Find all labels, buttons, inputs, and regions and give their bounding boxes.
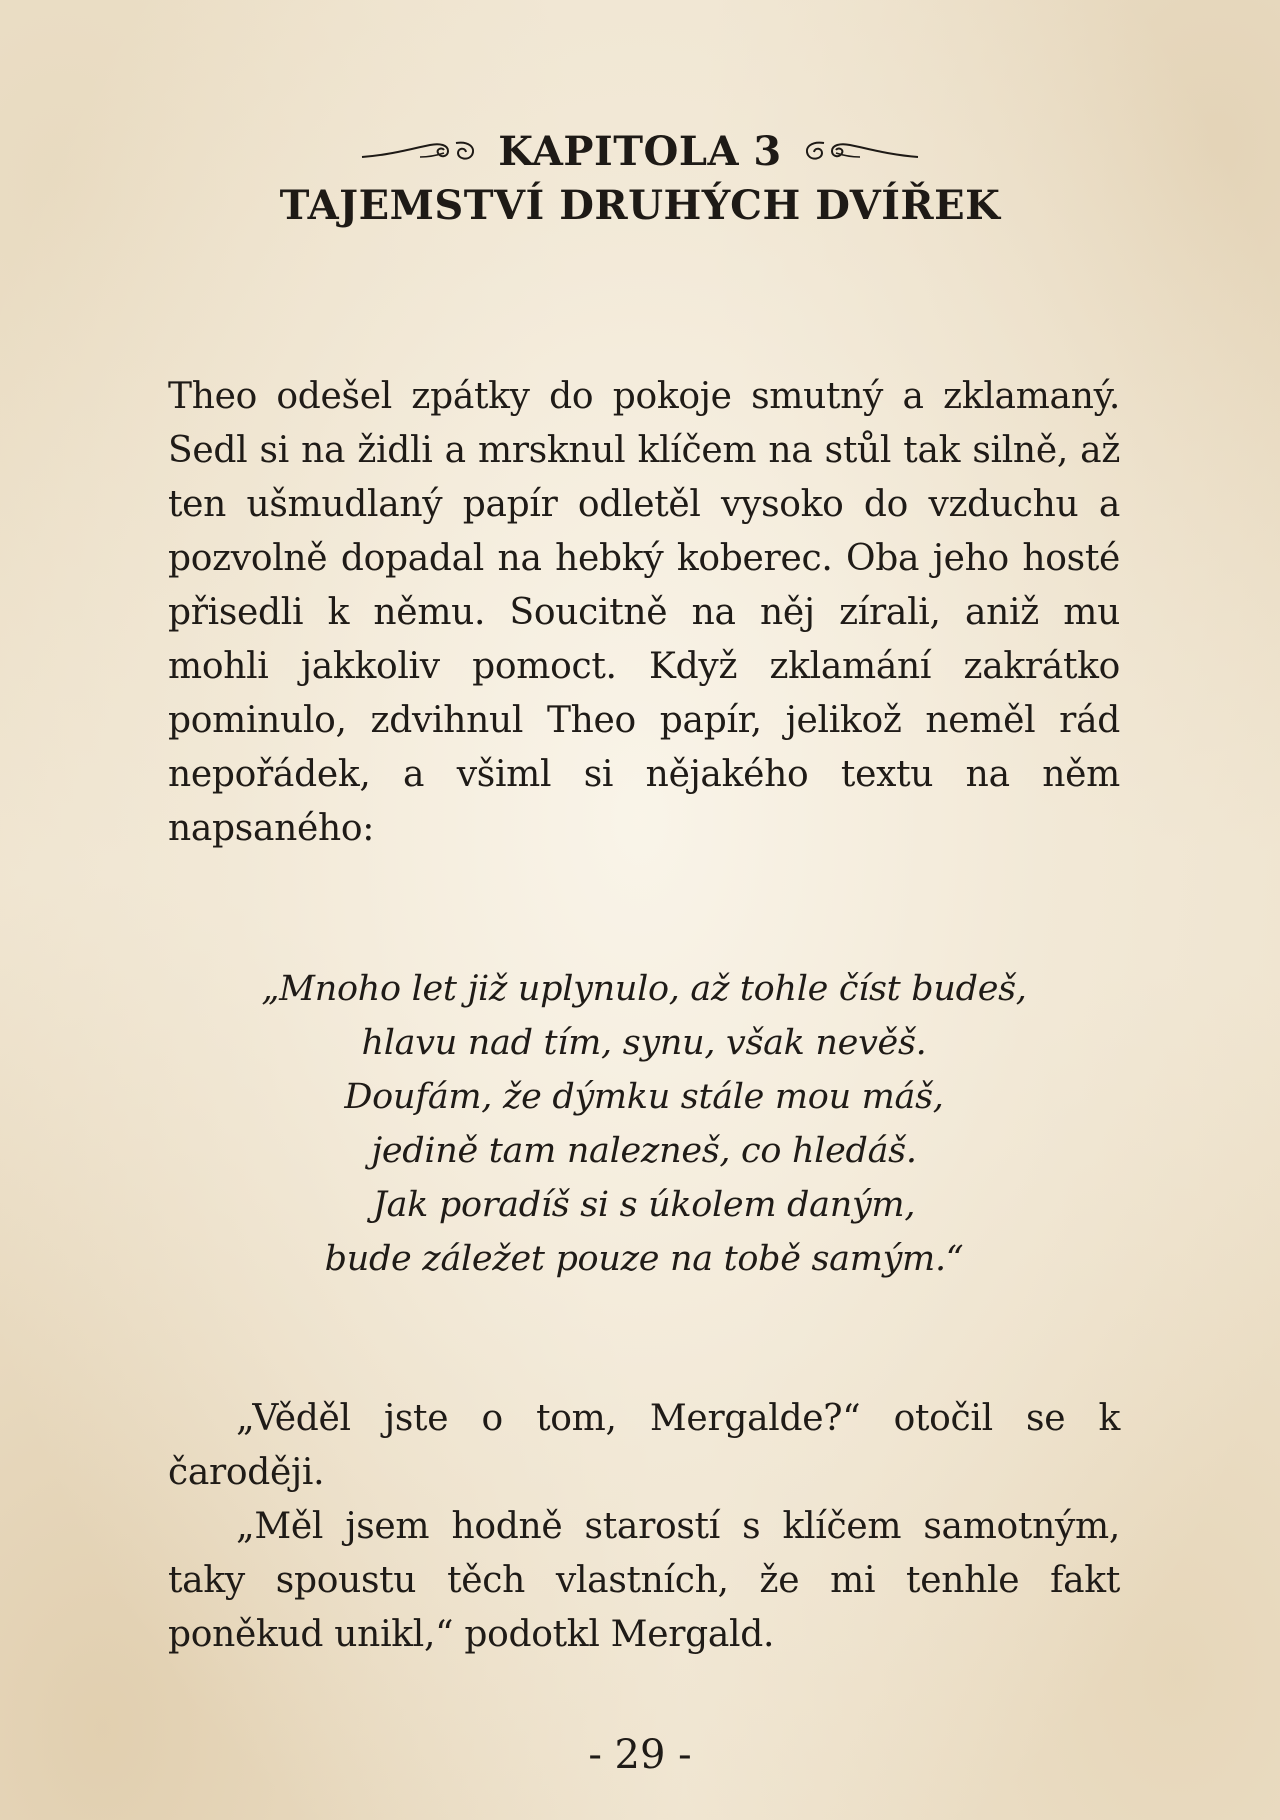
left-flourish-icon (360, 131, 480, 171)
chapter-number: KAPITOLA 3 (498, 127, 782, 175)
dialogue-block (168, 1392, 1120, 1662)
poem-line: bude záležet pouze na tobě samým.“ (324, 1239, 964, 1279)
paragraph-intro: Theo odešel zpátky do pokoje smutný a zklamaný. Sedl si na židli a mrsknul klíčem na stůl tak silně, až ten ušmudlaný papír odletěl vysoko do vzduchu a pozvolně dopadal na hebký koberec. Oba jeho hosté přisedli k němu. Soucitně na něj zírali, aniž mu mohli jakkoliv pomoct. Když zklamání zakrátko pominulo, zdvihnul Theo papír, jelikož neměl rád nepořádek, a všiml si nějakého textu na něm napsaného: (168, 376, 1120, 849)
poem-line: Doufám, že dýmku stále mou máš, (344, 1077, 944, 1117)
right-flourish-icon (800, 131, 920, 171)
page-number: - 29 - (588, 1732, 692, 1778)
poem-block (168, 962, 1120, 1286)
dialogue-line: „Věděl jste o tom, Mergalde?“ otočil se k čaroději. (168, 1398, 1120, 1493)
chapter-title: TAJEMSTVÍ DRUHÝCH DVÍŘEK (279, 182, 1001, 229)
chapter-line (0, 118, 1280, 184)
poem-line: Jak poradíš si s úkolem daným, (372, 1185, 916, 1225)
poem-line: hlavu nad tím, synu, však nevěš. (361, 1023, 927, 1063)
poem-line: „Mnoho let již uplynulo, až tohle číst budeš, (261, 969, 1027, 1009)
chapter-header (0, 118, 1280, 229)
poem-line: jedině tam nalezneš, co hledáš. (371, 1131, 917, 1171)
dialogue-line: „Měl jsem hodně starostí s klíčem samotným, taky spoustu těch vlastních, že mi tenhle fakt poněkud unikl,“ podotkl Mergald. (168, 1506, 1120, 1655)
